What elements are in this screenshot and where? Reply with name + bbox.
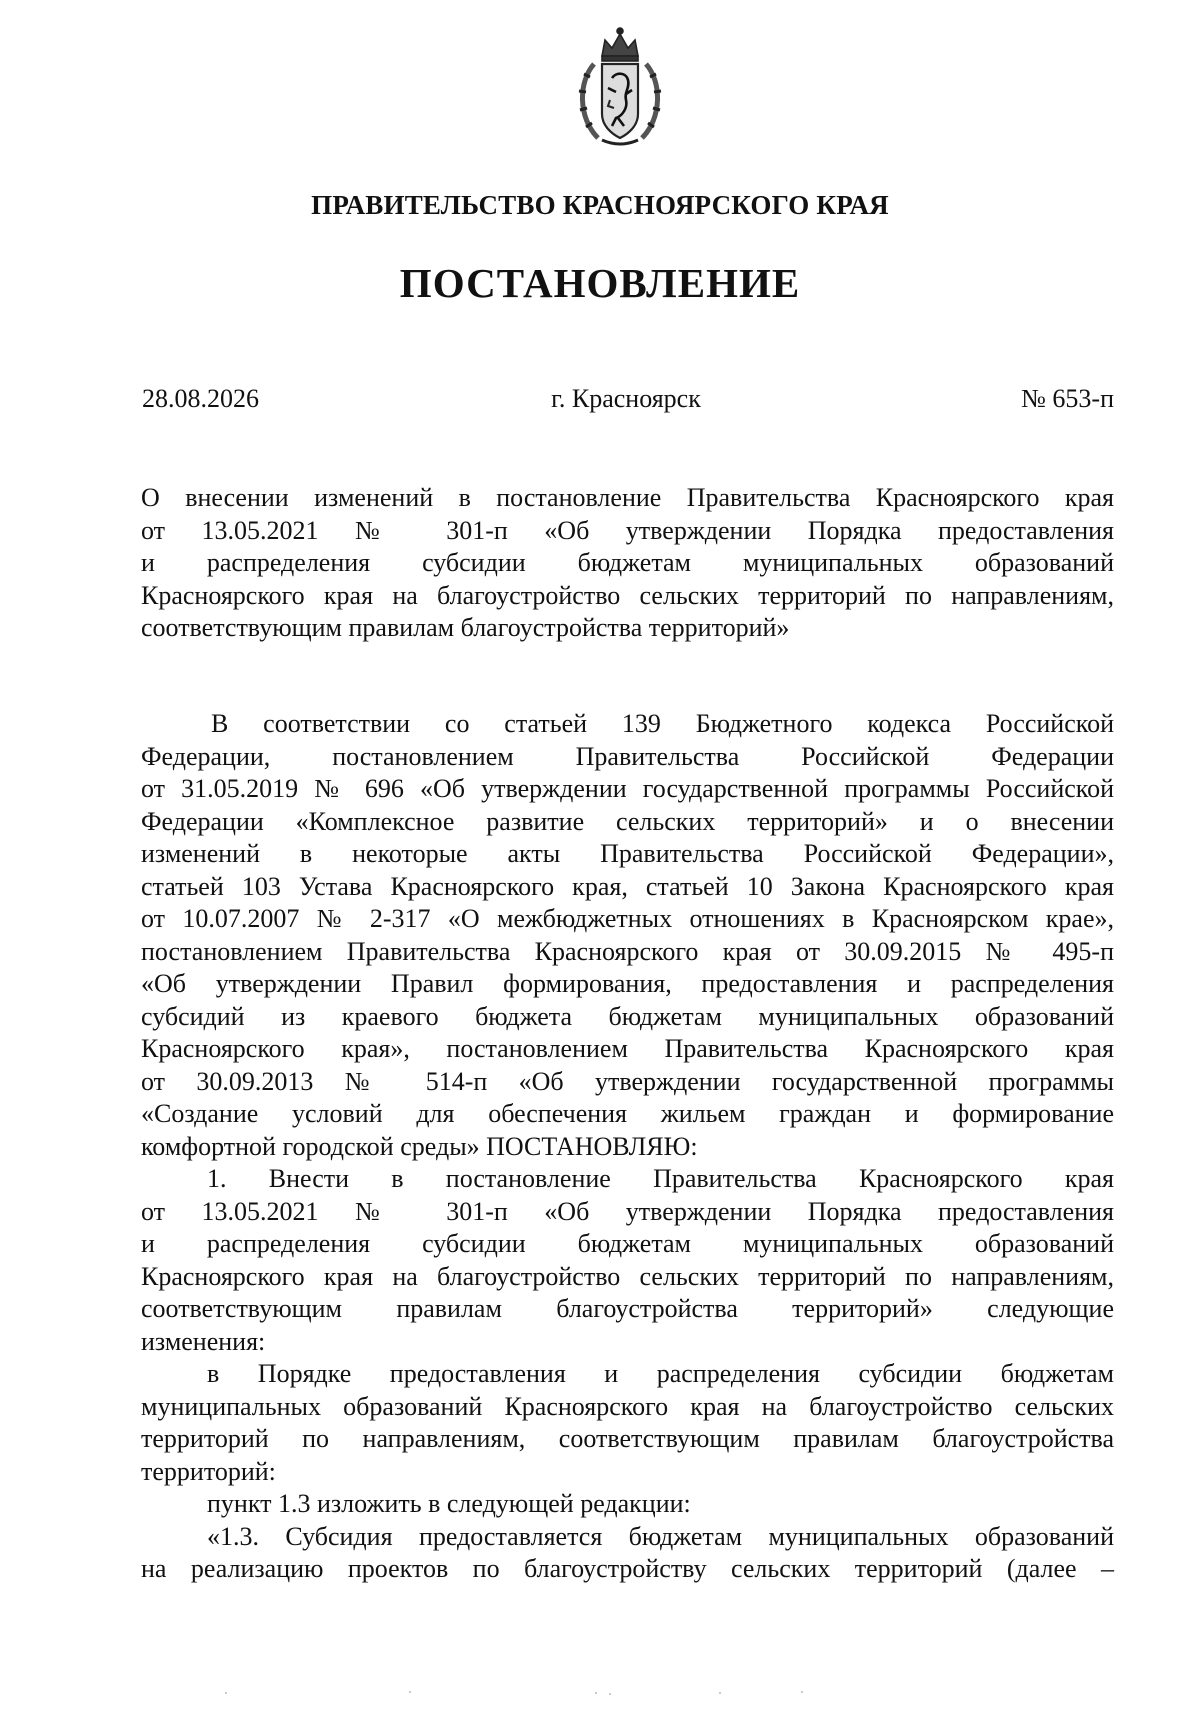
- body-line: Красноярского края», постановлением Правительства Красноярского края: [141, 1034, 1114, 1063]
- body-line: постановлением Правительства Красноярского края от 30.09.2015 № 495-п: [141, 936, 1114, 966]
- body-line: территорий по направлениям, соответствующим правилам благоустройства: [141, 1424, 1114, 1453]
- document-number: № 653-п: [1021, 384, 1114, 413]
- document-subject: [141, 482, 1114, 645]
- document-date: 28.08.2026: [142, 384, 259, 413]
- subject-line: соответствующим правилам благоустройства территорий»: [141, 613, 790, 642]
- body-line: субсидий из краевого бюджета бюджетам муниципальных образований: [141, 1001, 1114, 1031]
- body-line: от 10.07.2007 № 2-317 «О межбюджетных отношениях в Красноярском крае»,: [141, 904, 1114, 933]
- krasnoyarsk-coat-of-arms-icon: [572, 22, 668, 152]
- subject-line: от 13.05.2021 № 301-п «Об утверждении Порядка предоставления: [141, 515, 1114, 545]
- subject-line: и распределения субсидии бюджетам муниципальных образований: [141, 548, 1114, 577]
- document-body: [141, 708, 1114, 1586]
- subject-line: О внесении изменений в постановление Правительства Красноярского края: [141, 483, 1114, 512]
- body-line: от 13.05.2021 № 301-п «Об утверждении Порядка предоставления: [141, 1196, 1114, 1226]
- body-line: комфортной городской среды» ПОСТАНОВЛЯЮ:: [141, 1131, 698, 1161]
- body-line: от 31.05.2019 № 696 «Об утверждении государственной программы Российской: [141, 774, 1114, 803]
- body-line: в Порядке предоставления и распределения субсидии бюджетам: [207, 1359, 1114, 1388]
- scan-artifact-dots: [0, 1688, 1200, 1698]
- body-line: Федерации, постановлением Правительства Российской Федерации: [141, 741, 1114, 771]
- body-line: на реализацию проектов по благоустройству сельских территорий (далее –: [141, 1554, 1114, 1583]
- subject-line: Красноярского края на благоустройство сельских территорий по направлениям,: [141, 580, 1114, 610]
- body-line: статьей 103 Устава Красноярского края, статьей 10 Закона Красноярского края: [141, 871, 1114, 901]
- document-type-title: ПОСТАНОВЛЕНИЕ: [399, 260, 801, 306]
- body-line: и распределения субсидии бюджетам муниципальных образований: [141, 1229, 1114, 1258]
- body-line: 1. Внести в постановление Правительства Красноярского края: [207, 1164, 1114, 1193]
- body-line: от 30.09.2013 № 514-п «Об утверждении государственной программы: [141, 1066, 1114, 1096]
- body-line: Федерации «Комплексное развитие сельских территорий» и о внесении: [141, 806, 1114, 836]
- body-line: «1.3. Субсидия предоставляется бюджетам муниципальных образований: [207, 1521, 1114, 1551]
- organization-title: ПРАВИТЕЛЬСТВО КРАСНОЯРСКОГО КРАЯ: [311, 190, 889, 220]
- body-line: соответствующим правилам благоустройства территорий» следующие: [141, 1294, 1114, 1323]
- body-line: В соответствии со статьей 139 Бюджетного кодекса Российской: [211, 709, 1114, 738]
- body-line: муниципальных образований Красноярского края на благоустройство сельских: [141, 1391, 1114, 1421]
- body-line: Красноярского края на благоустройство сельских территорий по направлениям,: [141, 1261, 1114, 1291]
- body-line: изменений в некоторые акты Правительства Российской Федерации»,: [141, 839, 1114, 868]
- body-line: изменения:: [141, 1326, 266, 1356]
- body-line: территорий:: [141, 1456, 276, 1486]
- body-line: пункт 1.3 изложить в следующей редакции:: [207, 1489, 691, 1518]
- body-line: «Об утверждении Правил формирования, предоставления и распределения: [141, 969, 1114, 998]
- document-city: г. Красноярск: [551, 384, 701, 413]
- body-line: «Создание условий для обеспечения жильем граждан и формирование: [141, 1099, 1114, 1128]
